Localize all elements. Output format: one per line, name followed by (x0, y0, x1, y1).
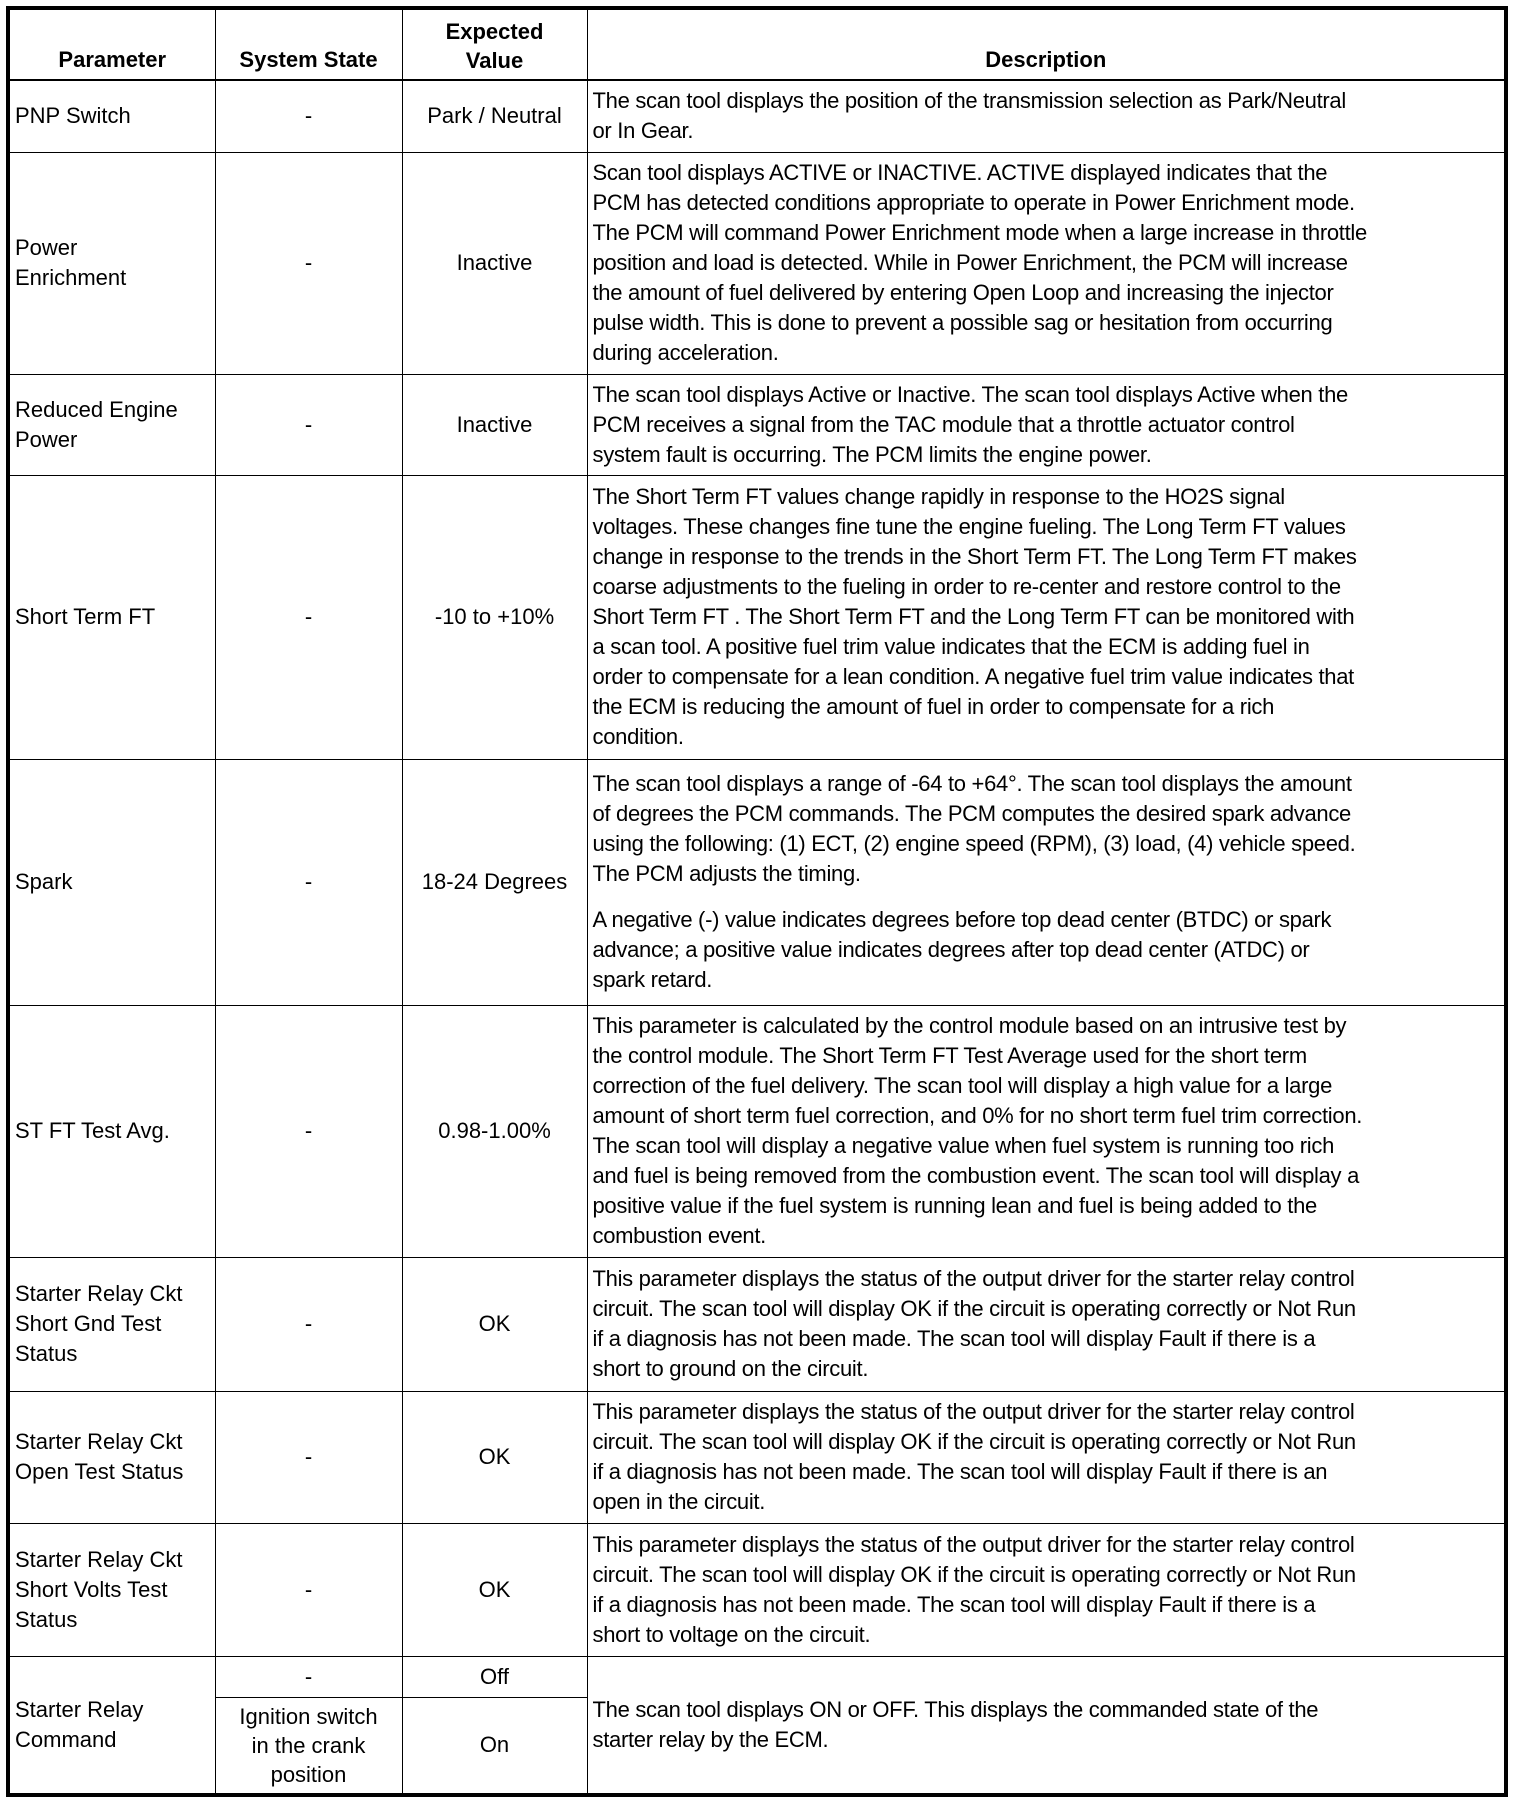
expected-value-cell: Inactive (402, 374, 587, 475)
system-state-cell: - (215, 1656, 402, 1697)
system-state-cell: - (215, 1005, 402, 1257)
table-row (8, 1523, 1506, 1656)
expected-value-cell: Inactive (402, 152, 587, 374)
expected-value-cell: -10 to +10% (402, 475, 587, 759)
table-row (8, 1656, 1506, 1697)
parameter-cell: Power Enrichment (8, 152, 215, 374)
description-cell: The scan tool displays Active or Inactive. The scan tool displays Active when the PCM receives a signal from the TAC module that a throttle actuator control system fault is occurring. The PCM limits the engine power. (587, 374, 1506, 475)
table-row (8, 152, 1506, 374)
table-row (8, 80, 1506, 152)
description-cell: Scan tool displays ACTIVE or INACTIVE. ACTIVE displayed indicates that the PCM has detected conditions appropriate to operate in Power Enrichment mode. The PCM will command Power Enrichment mode when a large increase in throttle position and load is detected. While in Power Enrichment, the PCM will increase the amount of fuel delivered by entering Open Loop and increasing the injector pulse width. This is done to prevent a possible sag or hesitation from occurring during acceleration. (587, 152, 1506, 374)
system-state-cell: - (215, 374, 402, 475)
description-cell: This parameter displays the status of the output driver for the starter relay control circuit. The scan tool will display OK if the circuit is operating correctly or Not Run if a diagnosis has not been made. The scan tool will display Fault if there is a short to voltage on the circuit. (587, 1523, 1506, 1656)
parameter-cell: ST FT Test Avg. (8, 1005, 215, 1257)
header-row (8, 8, 1506, 80)
scan-tool-data-table (6, 6, 1508, 1797)
parameter-cell: Spark (8, 759, 215, 1005)
header-expected-value: Expected Value (402, 8, 587, 80)
table-row (8, 1257, 1506, 1391)
system-state-cell: - (215, 1523, 402, 1656)
table-row (8, 759, 1506, 1005)
description-cell: This parameter is calculated by the control module based on an intrusive test by the control module. The Short Term FT Test Average used for the short term correction of the fuel delivery. The scan tool will display a high value for a large amount of short term fuel correction, and 0% for no short term fuel trim correction. The scan tool will display a negative value when fuel system is running too rich and fuel is being removed from the combustion event. The scan tool will display a positive value if the fuel system is running lean and fuel is being added to the combustion event. (587, 1005, 1506, 1257)
parameter-cell: Starter Relay Ckt Open Test Status (8, 1391, 215, 1523)
expected-value-cell: On (402, 1697, 587, 1795)
parameter-cell: Starter Relay Ckt Short Volts Test Status (8, 1523, 215, 1656)
parameter-cell: Reduced Engine Power (8, 374, 215, 475)
parameter-cell: Short Term FT (8, 475, 215, 759)
description-cell: The Short Term FT values change rapidly in response to the HO2S signal voltages. These changes fine tune the engine fueling. The Long Term FT values change in response to the trends in the Short Term FT. The Long Term FT makes coarse adjustments to the fueling in order to re-center and restore control to the Short Term FT . The Short Term FT and the Long Term FT can be monitored with a scan tool. A positive fuel trim value indicates that the ECM is adding fuel in order to compensate for a lean condition. A negative fuel trim value indicates that the ECM is reducing the amount of fuel in order to compensate for a rich condition. (587, 475, 1506, 759)
description-cell (587, 759, 1506, 1005)
expected-value-cell: 0.98-1.00% (402, 1005, 587, 1257)
description-paragraph: A negative (-) value indicates degrees before top dead center (BTDC) or spark advance; a positive value indicates degrees after top dead center (ATDC) or spark retard. (592, 907, 1332, 992)
system-state-cell: - (215, 1257, 402, 1391)
system-state-cell: - (215, 152, 402, 374)
system-state-cell: - (215, 475, 402, 759)
table-row (8, 1391, 1506, 1523)
description-cell: The scan tool displays ON or OFF. This displays the commanded state of the starter relay by the ECM. (587, 1656, 1506, 1795)
expected-value-cell: OK (402, 1523, 587, 1656)
table-row (8, 1005, 1506, 1257)
system-state-cell: Ignition switch in the crank position (215, 1697, 402, 1795)
parameter-cell: PNP Switch (8, 80, 215, 152)
system-state-cell: - (215, 80, 402, 152)
parameter-cell: Starter Relay Ckt Short Gnd Test Status (8, 1257, 215, 1391)
expected-value-cell: Off (402, 1656, 587, 1697)
description-cell: This parameter displays the status of the output driver for the starter relay control circuit. The scan tool will display OK if the circuit is operating correctly or Not Run if a diagnosis has not been made. The scan tool will display Fault if there is an open in the circuit. (587, 1391, 1506, 1523)
table-row (8, 374, 1506, 475)
expected-value-cell: Park / Neutral (402, 80, 587, 152)
system-state-cell: - (215, 1391, 402, 1523)
description-cell: This parameter displays the status of the output driver for the starter relay control circuit. The scan tool will display OK if the circuit is operating correctly or Not Run if a diagnosis has not been made. The scan tool will display Fault if there is a short to ground on the circuit. (587, 1257, 1506, 1391)
expected-value-cell: OK (402, 1257, 587, 1391)
parameter-cell: Starter Relay Command (8, 1656, 215, 1795)
header-system-state: System State (215, 8, 402, 80)
system-state-cell: - (215, 759, 402, 1005)
expected-value-cell: OK (402, 1391, 587, 1523)
expected-value-cell: 18-24 Degrees (402, 759, 587, 1005)
header-description: Description (587, 8, 1506, 80)
table-row (8, 475, 1506, 759)
header-parameter: Parameter (8, 8, 215, 80)
description-paragraph: The scan tool displays a range of -64 to +64°. The scan tool displays the amount of degrees the PCM commands. The PCM computes the desired spark advance using the following: (1) ECT, (2) engine speed (RPM), (3) load, (4) vehicle speed. The PCM adjusts the timing. (592, 771, 1356, 886)
description-cell: The scan tool displays the position of the transmission selection as Park/Neutral or In Gear. (587, 80, 1506, 152)
